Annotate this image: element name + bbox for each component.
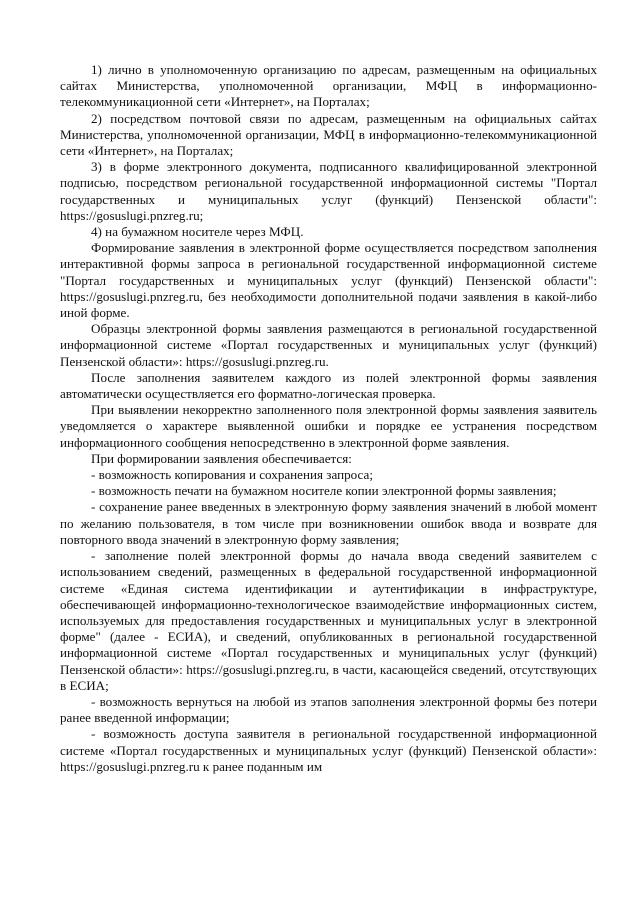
document-page: [60, 62, 597, 775]
paragraph-submission-paper-mfc: 4) на бумажном носителе через МФЦ.: [91, 224, 304, 240]
list-item-copy-save: - возможность копирования и сохранения запроса;: [91, 467, 373, 483]
paragraph-submission-electronic: 3) в форме электронного документа, подписанного квалифицированной электронной подписью, посредством региональной государственной информационной системы "Портал государственных и муниципальных услуг (функций) Пензенской области": https://gosuslugi.pnzreg.ru;: [60, 159, 597, 223]
paragraph-electronic-form-creation: Формирование заявления в электронной форме осуществляется посредством заполнения интерактивной формы запроса в региональной государственной информационной системе "Портал государственных и муниципальных услуг (функций) Пензенской области": https://gosuslugi.pnzreg.ru, без необходимости дополнительной подачи заявления в какой-либо иной форме.: [60, 240, 597, 321]
paragraph-submission-in-person: 1) лично в уполномоченную организацию по адресам, размещенным на официальных сайтах Министерства, уполномоченной организации, МФЦ в информационно-телекоммуникационной сети «Интернет», на Порталах;: [60, 62, 597, 110]
list-item-return-to-step: - возможность вернуться на любой из этапов заполнения электронной формы без потери ранее введенной информации;: [60, 693, 597, 726]
list-item-access-previous: - возможность доступа заявителя в региональной государственной информационной системе «Портал государственных и муниципальных услуг (функций) Пензенской области»: https://gosuslugi.pnzreg.ru к ранее поданным им: [60, 726, 597, 774]
list-item-autofill-esia: - заполнение полей электронной формы до начала ввода сведений заявителем с использованием сведений, размещенных в федеральной государственной информационной системе «Единая система идентификации и аутентификации в инфраструктуре, обеспечивающей информационно-технологическое взаимодействие информационных систем, используемых для предоставления государственных и муниципальных услуг в электронной форме" (далее - ЕСИА), и сведений, опубликованных в региональной государственной информационной системе «Портал государственных и муниципальных услуг (функций) Пензенской области»: https://gosuslugi.pnzreg.ru, в части, касающейся сведений, отсутствующих в ЕСИА;: [60, 548, 597, 693]
list-item-print: - возможность печати на бумажном носителе копии электронной формы заявления;: [91, 483, 557, 499]
paragraph-form-samples: Образцы электронной формы заявления размещаются в региональной государственной информационной системе «Портал государственных и муниципальных услуг (функций) Пензенской области»: https://gosuslugi.pnzreg.ru.: [60, 321, 597, 369]
paragraph-provided-features-intro: При формировании заявления обеспечивается:: [91, 450, 352, 466]
list-item-save-values: - сохранение ранее введенных в электронную форму заявления значений в любой момент по желанию пользователя, в том числе при возникновении ошибок ввода и возврате для повторного ввода значений в электронную форму заявления;: [60, 499, 597, 547]
paragraph-submission-by-mail: 2) посредством почтовой связи по адресам, размещенным на официальных сайтах Министерства, уполномоченной организации, МФЦ в информационно-телекоммуникационной сети «Интернет», на Порталах;: [60, 110, 597, 159]
paragraph-error-notification: При выявлении некорректно заполненного поля электронной формы заявления заявитель уведомляется о характере выявленной ошибки и порядке ее устранения посредством информационного сообщения непосредственно в электронной форме заявления.: [60, 402, 597, 450]
paragraph-format-check: После заполнения заявителем каждого из полей электронной формы заявления автоматически осуществляется его форматно-логическая проверка.: [60, 369, 597, 402]
